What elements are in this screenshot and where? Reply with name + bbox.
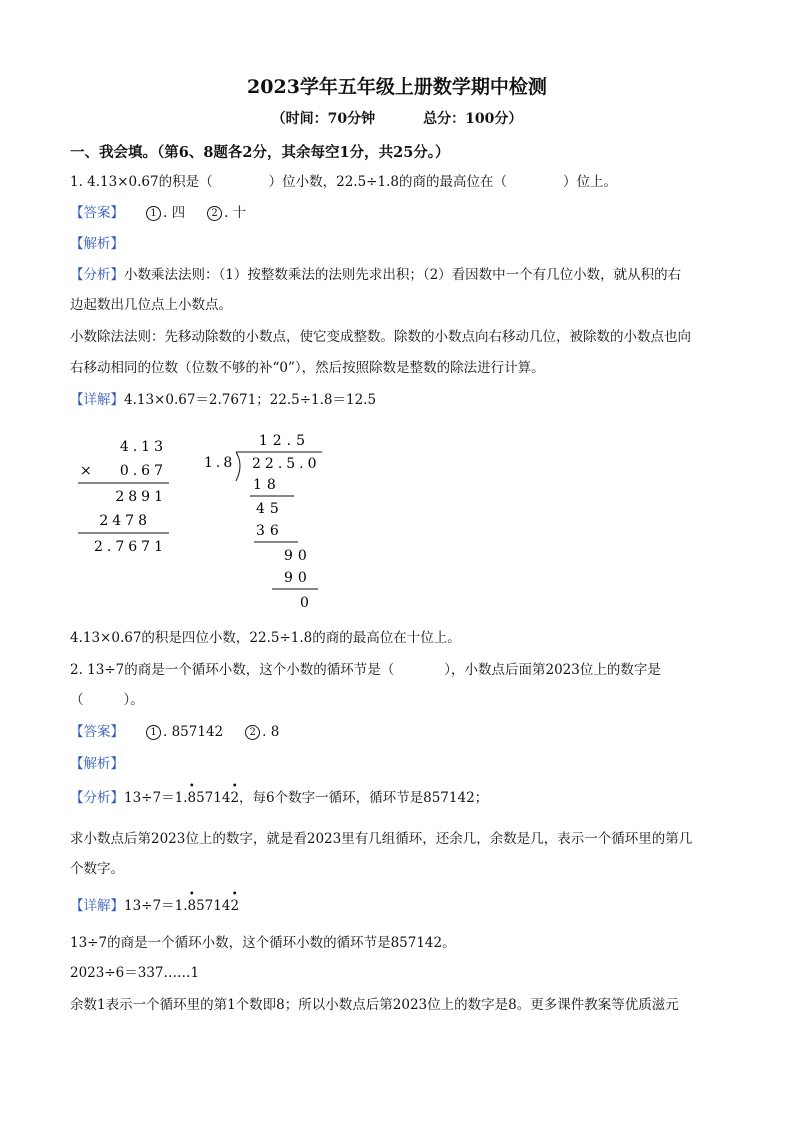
div-divisor: 1.8 xyxy=(204,455,236,471)
digit-last: 2 xyxy=(230,898,240,914)
q2-detail-line-a: 13÷7的商是一个循环小数，这个循环小数的循环节是857142。 xyxy=(70,935,456,951)
circled-number-1: 1 xyxy=(146,725,161,740)
q2-analysis-line-3: 个数字。 xyxy=(70,861,124,877)
repeat-end-digit xyxy=(230,889,240,915)
xiangjie-tag: 【详解】 xyxy=(70,898,124,914)
div-bracket xyxy=(236,452,240,481)
vertical-calculations xyxy=(0,425,794,615)
digit-middle: 5714 xyxy=(196,790,231,806)
decimal-point: . xyxy=(183,790,188,806)
division-rule-line-1: 小数除法法则：先移动除数的小数点，使它变成整数。除数的小数点向右移动几位，被除数的小数点也向 xyxy=(70,329,691,345)
question-1-text-c: ）位上。 xyxy=(562,174,617,190)
fenxi-tag: 【分析】 xyxy=(70,790,124,806)
jiexi-tag: 【解析】 xyxy=(70,236,124,252)
xiangjie-tag: 【详解】 xyxy=(70,392,124,408)
question-2-continued xyxy=(70,691,730,709)
question-2-text-c: （ xyxy=(70,692,84,708)
repeat-dot: • xyxy=(231,781,238,792)
div-remainder-1: 45 xyxy=(256,501,284,517)
analysis-rest: ，每6个数字一循环，循环节是857142； xyxy=(239,790,489,806)
digit-first: 8 xyxy=(187,898,197,914)
div-remainder-2: 90 xyxy=(284,548,312,564)
repeating-decimal xyxy=(174,781,240,807)
repeat-dot: • xyxy=(231,889,238,900)
answer-1-value: . 857142 xyxy=(163,724,224,740)
answer-2-value: . 8 xyxy=(262,724,280,740)
jiexi-tag: 【解析】 xyxy=(70,756,124,772)
mult-partial-2: 2478 xyxy=(99,513,151,529)
mult-partial-1: 2891 xyxy=(115,489,167,505)
question-2-text-b: ），小数点后面第2023位上的数字是 xyxy=(444,662,661,678)
circled-number-2: 2 xyxy=(207,206,222,221)
page-title: 2023学年五年级上册数学期中检测 xyxy=(247,76,547,98)
decimal-point: . xyxy=(183,898,188,914)
analysis-equation: 13÷7＝ xyxy=(124,790,175,806)
answer-row-2 xyxy=(70,723,730,741)
question-2 xyxy=(70,661,730,679)
section-heading: 一、我会填。（第6、8题各2分，其余每空1分，共25分。） xyxy=(70,144,450,161)
decimal-int: 1 xyxy=(174,898,184,914)
q2-detail-line xyxy=(70,889,730,915)
detail-line xyxy=(70,391,730,409)
division-rule-line-2: 右移动相同的位数（位数不够的补“0”），然后按照除数是整数的除法进行计算。 xyxy=(70,360,545,376)
repeat-start-digit xyxy=(187,889,197,915)
question-1-text-b: ）位小数，22.5÷1.8的商的最高位在（ xyxy=(268,174,507,190)
fenxi-tag: 【分析】 xyxy=(70,267,124,283)
mult-factor-b: 0.67 xyxy=(119,463,167,479)
repeating-decimal xyxy=(174,889,240,915)
div-remainder-3: 0 xyxy=(300,595,309,611)
answer-row-1 xyxy=(70,204,730,222)
mult-operator: × xyxy=(80,463,92,479)
decimal-int: 1 xyxy=(174,790,184,806)
circled-number-1: 1 xyxy=(146,206,161,221)
q1-conclusion: 4.13×0.67的积是四位小数，22.5÷1.8的商的最高位在十位上。 xyxy=(70,630,461,646)
detail-text: 4.13×0.67＝2.7671；22.5÷1.8＝12.5 xyxy=(124,392,377,408)
circled-number-2: 2 xyxy=(245,725,260,740)
analysis-text: 小数乘法法则：（1）按整数乘法的法则先求出积；（2）看因数中一个有几位小数，就从积的右 xyxy=(124,267,682,283)
mult-result: 2.7671 xyxy=(94,539,167,555)
question-1 xyxy=(70,173,730,191)
repeat-dot: • xyxy=(188,781,195,792)
mult-factor-a: 4.13 xyxy=(119,439,167,455)
digit-middle: 5714 xyxy=(196,898,231,914)
question-1-text-a: 1. 4.13×0.67的积是（ xyxy=(70,174,213,190)
q2-analysis-line-1 xyxy=(70,781,730,807)
repeat-end-digit xyxy=(230,781,240,807)
answer-1-value: . 四 xyxy=(163,205,186,221)
q2-detail-line-c: 余数1表示一个循环里的第1个数即8；所以小数点后第2023位上的数字是8。更多课件教案等优质滋元 xyxy=(70,997,679,1013)
question-2-text-a: 2. 13÷7的商是一个循环小数，这个小数的循环节是（ xyxy=(70,662,395,678)
analysis-line-2: 边起数出几位点上小数点。 xyxy=(70,297,232,313)
div-dividend: 22.5.0 xyxy=(252,456,321,472)
long-division-vertical xyxy=(204,433,322,611)
digit-first: 8 xyxy=(187,790,197,806)
exam-time: （时间：70分钟 xyxy=(271,111,376,127)
exam-info xyxy=(0,108,794,128)
analysis-line-1 xyxy=(70,266,730,284)
exam-total-score: 总分：100分） xyxy=(423,111,523,127)
div-quotient: 12.5 xyxy=(258,433,310,449)
question-2-text-d: ）。 xyxy=(123,692,144,708)
answer-tag: 【答案】 xyxy=(70,724,124,740)
answer-tag: 【答案】 xyxy=(70,205,124,221)
div-step-3: 90 xyxy=(284,570,312,586)
repeat-start-digit xyxy=(187,781,197,807)
div-step-1: 18 xyxy=(253,477,281,493)
multiplication-vertical xyxy=(78,439,169,555)
digit-last: 2 xyxy=(230,790,240,806)
q2-detail-line-b: 2023÷6＝337……1 xyxy=(70,965,200,981)
detail-equation: 13÷7＝ xyxy=(124,898,175,914)
div-step-2: 36 xyxy=(256,523,284,539)
answer-2-value: . 十 xyxy=(224,205,247,221)
repeat-dot: • xyxy=(188,889,195,900)
q2-analysis-line-2: 求小数点后第2023位上的数字，就是看2023里有几组循环，还余几，余数是几，表示一个循环里的第几 xyxy=(70,831,693,847)
